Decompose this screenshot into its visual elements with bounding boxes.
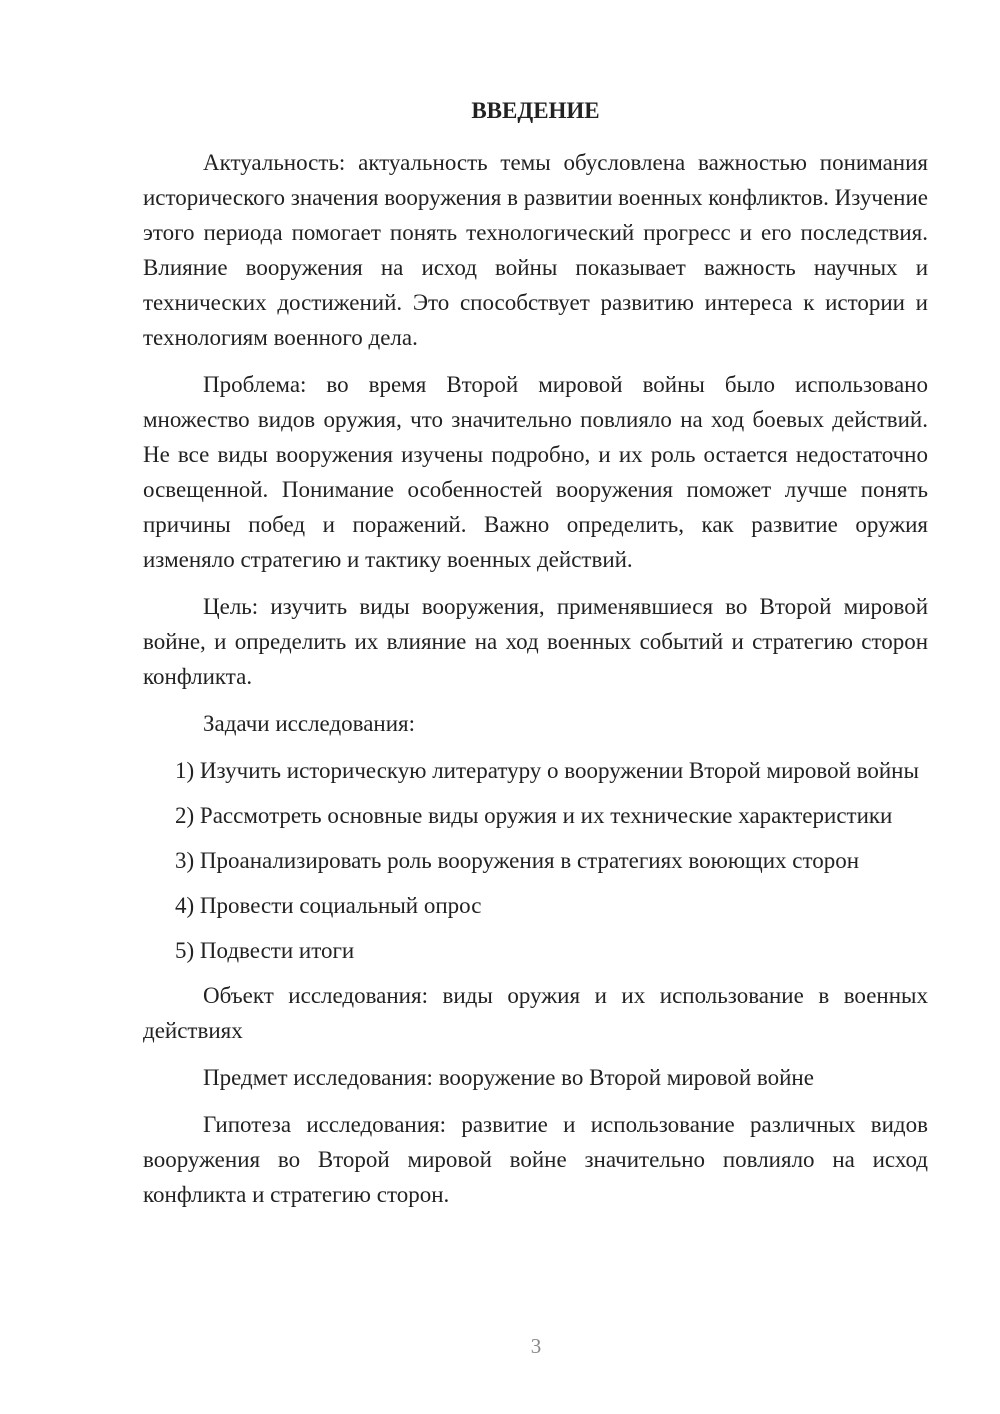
task-item: 3) Проанализировать роль вооружения в стратегиях воюющих сторон xyxy=(175,848,860,873)
task-item: 1) Изучить историческую литературу о вооружении Второй мировой войны xyxy=(175,758,919,783)
task-item: 5) Подвести итоги xyxy=(175,938,355,963)
page-number: 3 xyxy=(530,1334,542,1358)
subject-paragraph: Предмет исследования: вооружение во Второй мировой войне xyxy=(203,1065,814,1090)
task-item: 2) Рассмотреть основные виды оружия и их технические характеристики xyxy=(175,803,893,828)
tasks-title: Задачи исследования: xyxy=(203,711,416,736)
hypothesis-paragraph: Гипотеза исследования: развитие и использование различных видов вооружения во Второй мировой войне значительно повлияло на исход конфликта и стратегию сторон. xyxy=(143,1112,928,1207)
page-content xyxy=(143,93,928,1224)
section-heading: ВВЕДЕНИЕ xyxy=(471,98,600,123)
object-paragraph: Объект исследования: виды оружия и их использование в военных действиях xyxy=(143,983,928,1043)
task-item: 4) Провести социальный опрос xyxy=(175,893,482,918)
problem-paragraph: Проблема: во время Второй мировой войны было использовано множество видов оружия, что значительно повлияло на ход боевых действий. Не все виды вооружения изучены подробно, и их роль остается недостаточно освещенной. Понимание особенностей вооружения поможет лучше понять причины побед и поражений. Важно определить, как развитие оружия изменяло стратегию и тактику военных действий. xyxy=(143,372,928,572)
goal-paragraph: Цель: изучить виды вооружения, применявшиеся во Второй мировой войне, и определить их влияние на ход военных событий и стратегию сторон конфликта. xyxy=(143,594,928,689)
relevance-paragraph: Актуальность: актуальность темы обусловлена важностью понимания исторического значения вооружения в развитии военных конфликтов. Изучение этого периода помогает понять технологический прогресс и его последствия. Влияние вооружения на исход войны показывает важность научных и технических достижений. Это способствует развитию интереса к истории и технологиям военного дела. xyxy=(143,150,928,350)
